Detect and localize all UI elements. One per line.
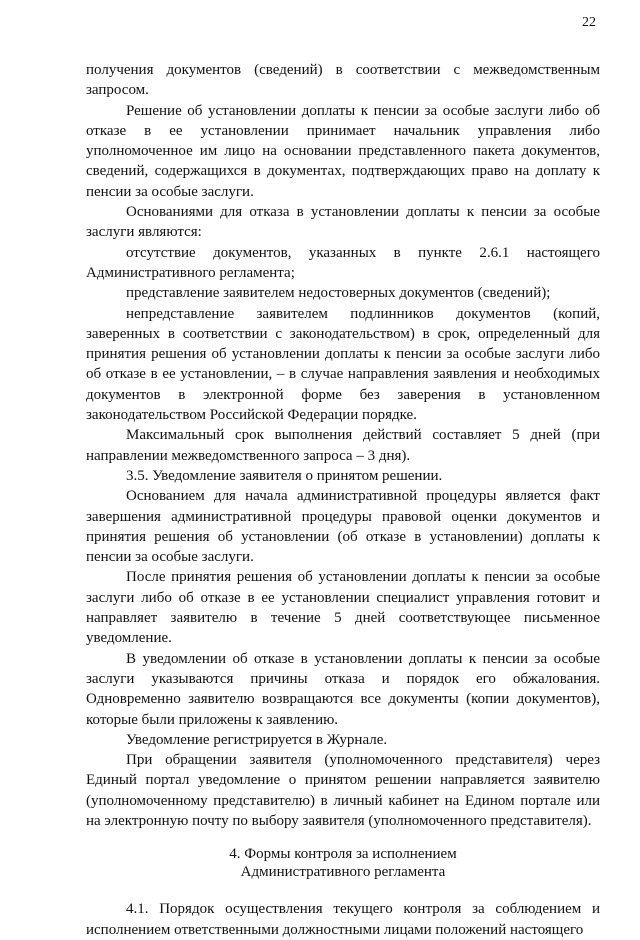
section-heading: [86, 845, 600, 881]
paragraph: Уведомление регистрируется в Журнале.: [126, 731, 388, 748]
paragraph: Основанием для начала административной процедуры является факт завершения административной процедуры правовой оценки документов и принятия решения об установлении (об отказе в установлении) доплаты к пенсии за особые заслуги.: [86, 488, 600, 566]
paragraph: непредставление заявителем подлинников документов (копий, заверенных в соответствии с законодательством) в срок, определенный для принятия решения об установлении доплаты к пенсии за особые заслуги либо об отказе в ее установлении, – в случае направления заявления и необходимых документов в электронной форме без заверения в установленном законодательством Российской Федерации порядке.: [86, 305, 600, 424]
paragraph: Основаниями для отказа в установлении доплаты к пенсии за особые заслуги являются:: [86, 204, 600, 241]
paragraph: В уведомлении об отказе в установлении доплаты к пенсии за особые заслуги указываются причины отказа и порядок его обжалования. Одновременно заявителю возвращаются все документы (копии документов), которые были приложены к заявлению.: [86, 650, 600, 728]
page-number: 22: [582, 15, 596, 30]
paragraph: 4.1. Порядок осуществления текущего контроля за соблюдением и исполнением ответственными должностными лицами положений настоящего: [86, 901, 600, 938]
paragraph: получения документов (сведений) в соответствии с межведомственным запросом.: [86, 62, 600, 99]
paragraph: представление заявителем недостоверных документов (сведений);: [126, 285, 551, 302]
document-body: [86, 60, 600, 940]
paragraph: При обращении заявителя (уполномоченного представителя) через Единый портал уведомление о принятом решении направляется заявителю (уполномоченному представителю) в личный кабинет на Едином портале или на электронную почту по выбору заявителя (уполномоченного представителя).: [86, 752, 600, 829]
paragraph: Максимальный срок выполнения действий составляет 5 дней (при направлении межведомственного запроса – 3 дня).: [86, 427, 600, 464]
paragraph: После принятия решения об установлении доплаты к пенсии за особые заслуги либо об отказе в ее установлении специалист управления готовит и направляет заявителю в течение 5 дней соответствующее письменное уведомление.: [86, 569, 600, 647]
section-heading-line: 4. Формы контроля за исполнением: [229, 846, 457, 863]
section-heading-line: Административного регламента: [240, 864, 446, 881]
paragraph: Решение об установлении доплаты к пенсии за особые заслуги либо об отказе в ее установлении принимает начальник управления либо уполномоченное им лицо на основании представленного пакета документов, сведений, содержащихся в документах, подтверждающих право на доплату к пенсии за особые заслуги.: [86, 102, 600, 200]
subsection-title: 3.5. Уведомление заявителя о принятом решении.: [126, 467, 443, 484]
paragraph: отсутствие документов, указанных в пункте 2.6.1 настоящего Административного регламента;: [86, 244, 600, 281]
